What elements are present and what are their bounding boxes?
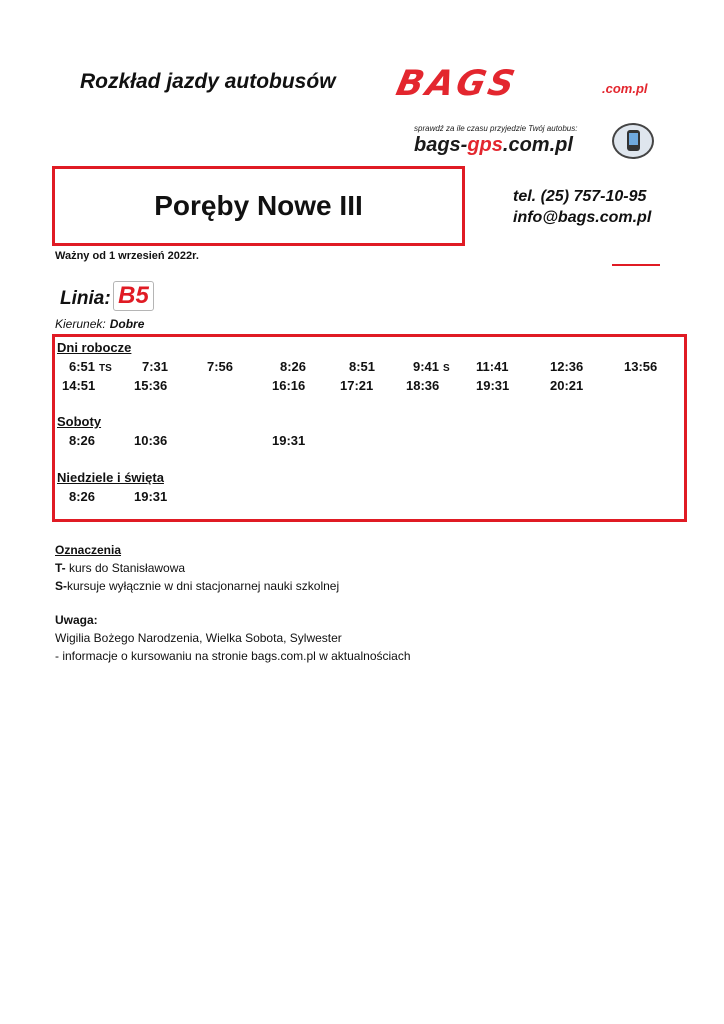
direction: [55, 317, 144, 331]
departure-time: 9:41 S: [413, 359, 450, 374]
stop-name-box: [52, 166, 465, 246]
departure-time: 7:56: [207, 359, 234, 374]
line-number-badge: B5: [113, 281, 154, 311]
stop-name: Poręby Nowe III: [154, 190, 363, 221]
departure-time: 8:26: [69, 433, 96, 448]
weekdays-title: Dni robocze: [57, 340, 132, 355]
phone-icon: [612, 123, 654, 159]
departure-time: 8:26: [69, 489, 96, 504]
legend-item: T- kurs do Stanisławowa: [55, 561, 186, 575]
departure-time: 8:26: [280, 359, 307, 374]
bags-logo: [392, 64, 667, 104]
departure-time: 13:56: [624, 359, 658, 374]
departure-time: 17:21: [340, 378, 374, 393]
gps-logo-part2: gps: [467, 134, 503, 156]
line-label: Linia:: [60, 288, 111, 309]
gps-logo: [414, 134, 573, 157]
departure-time: 14:51: [62, 378, 96, 393]
bags-logo-domain: .com.pl: [602, 81, 648, 96]
gps-caption: sprawdź za ile czasu przyjedzie Twój autobus:: [414, 124, 578, 133]
valid-from: Ważny od 1 wrzesień 2022r.: [55, 250, 199, 262]
departure-time: 19:31: [476, 378, 510, 393]
departure-time: 8:51: [349, 359, 376, 374]
bags-logo-main: BAGS: [392, 64, 521, 104]
departure-time: 10:36: [134, 433, 168, 448]
departure-time: 16:16: [272, 378, 306, 393]
contact-phone: tel. (25) 757-10-95: [513, 188, 647, 205]
timetable-box: [52, 334, 687, 522]
legend-item: S-kursuje wyłącznie w dni stacjonarnej nauki szkolnej: [55, 579, 340, 593]
gps-logo-part1: bags-: [414, 134, 468, 156]
note-title: Uwaga:: [55, 613, 98, 627]
direction-label: Kierunek:: [55, 317, 106, 331]
departure-time: 12:36: [550, 359, 584, 374]
divider: [612, 264, 660, 266]
gps-logo-part3: .com.pl: [502, 134, 573, 156]
departure-time: 18:36: [406, 378, 440, 393]
departure-time: 19:31: [134, 489, 168, 504]
sundays-title: Niedziele i święta: [57, 470, 164, 485]
departure-time: 7:31: [142, 359, 169, 374]
legend-title: Oznaczenia: [55, 543, 122, 557]
departure-time: 11:41: [476, 359, 509, 374]
departure-time: 20:21: [550, 378, 584, 393]
direction-value: Dobre: [109, 317, 145, 331]
departure-time: 6:51 TS: [69, 359, 112, 374]
contact-email: info@bags.com.pl: [513, 209, 652, 226]
timetable-heading: Rozkład jazdy autobusów: [80, 70, 336, 93]
saturdays-title: Soboty: [57, 414, 102, 429]
departure-time: 15:36: [134, 378, 168, 393]
departure-time: 19:31: [272, 433, 306, 448]
note-line: - informacje o kursowaniu na stronie bags.com.pl w aktualnościach: [55, 649, 411, 663]
contact-info: [513, 186, 651, 228]
note-line: Wigilia Bożego Narodzenia, Wielka Sobota, Sylwester: [55, 631, 342, 645]
